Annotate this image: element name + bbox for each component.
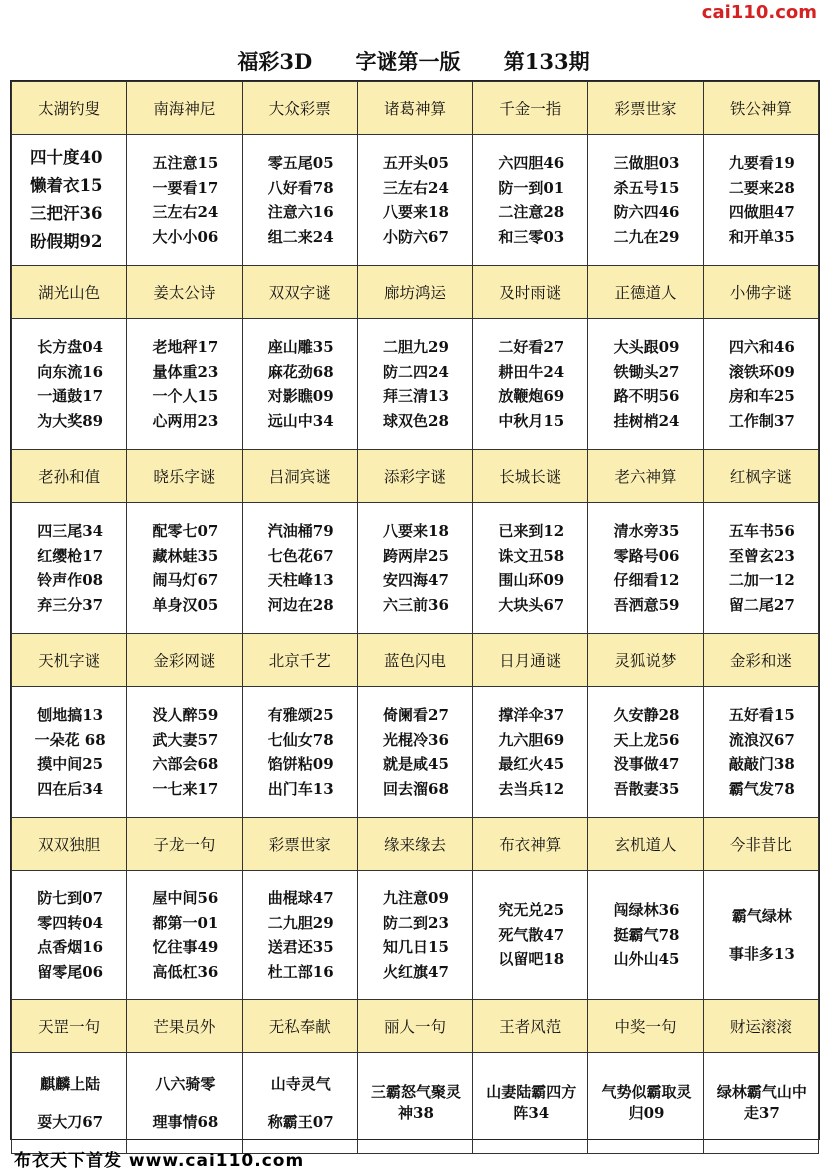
riddle-line: 麒麟上陆 <box>40 1074 101 1093</box>
riddle-line: 去当兵12 <box>498 779 565 798</box>
column-header: 添彩字谜 <box>357 450 472 503</box>
riddle-line: 称霸王07 <box>267 1113 334 1131</box>
riddle-line: 安四海47 <box>383 571 449 589</box>
column-header: 彩票世家 <box>242 818 357 871</box>
riddle-line: 二加一12 <box>728 571 795 589</box>
riddle-line: 七色花67 <box>267 546 334 565</box>
riddle-line: 有雅颂25 <box>267 706 334 724</box>
header-row <box>12 266 819 319</box>
riddle-line: 闯绿林36 <box>613 901 680 920</box>
riddle-line: 零五尾05 <box>267 154 334 172</box>
riddle-line: 清水旁35 <box>613 522 680 540</box>
riddle-line: 四六和46 <box>728 338 795 356</box>
column-header: 北京千艺 <box>242 634 357 687</box>
riddle-line: 懒着衣15 <box>30 176 103 195</box>
riddle-line: 心两用23 <box>152 411 219 430</box>
riddle-cell <box>703 687 818 818</box>
riddle-line: 五好看15 <box>728 706 795 724</box>
riddle-line: 山外山45 <box>613 950 680 969</box>
riddle-line: 火红旗47 <box>383 962 449 981</box>
riddle-line: 座山雕35 <box>267 338 334 356</box>
riddle-line: 河边在28 <box>267 595 334 614</box>
riddle-line: 忆往事49 <box>152 938 219 956</box>
riddle-line: 老地秤17 <box>152 338 219 356</box>
riddle-line: 事非多13 <box>728 945 795 963</box>
riddle-line: 送君还35 <box>267 938 334 956</box>
riddle-line: 七仙女78 <box>267 730 334 749</box>
riddle-line: 一个人15 <box>152 387 219 405</box>
riddle-grid <box>10 80 820 1140</box>
riddle-line: 四做胆47 <box>728 203 795 221</box>
column-header: 南海神尼 <box>127 82 242 135</box>
footer-source: 布衣天下首发 www.cai110.com <box>14 1151 305 1171</box>
column-header: 日月通谜 <box>473 634 588 687</box>
riddle-line: 山妻陆霸四方阵34 <box>486 1083 577 1122</box>
riddle-cell <box>127 503 242 634</box>
riddle-line: 耍大刀67 <box>37 1113 104 1131</box>
riddle-cell <box>703 871 818 1000</box>
riddle-line: 围山环09 <box>498 571 565 589</box>
riddle-line: 武大妻57 <box>152 730 219 749</box>
column-header: 天机字谜 <box>12 634 127 687</box>
riddle-line: 滚铁环09 <box>728 362 795 381</box>
riddle-line: 曲棍球47 <box>267 889 334 907</box>
riddle-line: 仔细看12 <box>613 571 680 589</box>
riddle-cell <box>588 871 703 1000</box>
riddle-line: 知几日15 <box>383 938 449 956</box>
column-header: 财运滚滚 <box>703 1000 818 1053</box>
riddle-line: 防一到01 <box>498 178 565 197</box>
riddle-line: 绿林霸气山中走37 <box>716 1083 807 1122</box>
riddle-line: 小防六67 <box>383 227 449 246</box>
riddle-line: 五车书56 <box>728 522 795 540</box>
riddle-row <box>12 503 819 634</box>
riddle-cell <box>703 503 818 634</box>
riddle-cell <box>357 1053 472 1154</box>
riddle-cell <box>357 871 472 1000</box>
riddle-line: 四十度40 <box>30 148 103 167</box>
riddle-line: 气势似霸取灵归09 <box>601 1083 692 1122</box>
riddle-line: 点香烟16 <box>37 938 104 956</box>
riddle-line: 留零尾06 <box>37 962 104 981</box>
riddle-cell <box>588 1053 703 1154</box>
riddle-line: 撑洋伞37 <box>498 706 565 724</box>
riddle-line: 究无兑25 <box>498 901 565 920</box>
riddle-line: 藏林蛙35 <box>152 546 219 565</box>
riddle-line: 霸气绿林 <box>731 906 792 925</box>
riddle-line: 四在后34 <box>37 779 104 798</box>
riddle-line: 大小小06 <box>152 227 219 246</box>
column-header: 灵狐说梦 <box>588 634 703 687</box>
riddle-line: 三把汗36 <box>30 204 103 223</box>
riddle-cell <box>12 871 127 1000</box>
riddle-line: 挂树梢24 <box>613 411 680 430</box>
riddle-line: 八要来18 <box>383 522 449 540</box>
riddle-cell <box>588 687 703 818</box>
column-header: 及时雨谜 <box>473 266 588 319</box>
riddle-line: 汽油桶79 <box>267 522 334 540</box>
riddle-line: 一要看17 <box>152 178 219 197</box>
riddle-line: 八好看78 <box>267 178 334 197</box>
column-header: 今非昔比 <box>703 818 818 871</box>
column-header: 正德道人 <box>588 266 703 319</box>
riddle-line: 留二尾27 <box>728 595 795 614</box>
riddle-line: 防六四46 <box>613 203 680 221</box>
column-header: 金彩网谜 <box>127 634 242 687</box>
riddle-line: 死气散47 <box>498 925 565 944</box>
column-header: 双双独胆 <box>12 818 127 871</box>
header-row <box>12 450 819 503</box>
riddle-line: 和开单35 <box>728 227 795 246</box>
riddle-cell <box>357 687 472 818</box>
riddle-cell <box>127 319 242 450</box>
column-header: 红枫字谜 <box>703 450 818 503</box>
riddle-line: 弃三分37 <box>37 595 104 614</box>
riddle-cell <box>127 1053 242 1154</box>
riddle-row <box>12 319 819 450</box>
riddle-line: 九要看19 <box>728 154 795 172</box>
riddle-line: 敲敲门38 <box>728 755 795 773</box>
riddle-line: 九注意09 <box>383 889 449 907</box>
column-header: 丽人一句 <box>357 1000 472 1053</box>
riddle-cell <box>242 319 357 450</box>
column-header: 老孙和值 <box>12 450 127 503</box>
riddle-line: 防二到23 <box>383 913 449 932</box>
site-watermark: cai110.com <box>701 2 817 23</box>
riddle-line: 吾洒意59 <box>613 595 680 614</box>
riddle-line: 刨地搞13 <box>37 706 104 724</box>
riddle-line: 出门车13 <box>267 779 334 798</box>
riddle-line: 长方盘04 <box>37 338 104 356</box>
column-header: 铁公神算 <box>703 82 818 135</box>
column-header: 大众彩票 <box>242 82 357 135</box>
riddle-cell <box>242 687 357 818</box>
riddle-line: 八六骑零 <box>155 1074 216 1093</box>
riddle-row <box>12 1053 819 1154</box>
riddle-line: 麻花劲68 <box>267 362 334 381</box>
column-header: 吕洞宾谜 <box>242 450 357 503</box>
riddle-line: 都第一01 <box>152 913 219 932</box>
column-header: 玄机道人 <box>588 818 703 871</box>
riddle-line: 霸气发78 <box>728 779 795 798</box>
riddle-line: 远山中34 <box>267 411 334 430</box>
riddle-cell <box>127 687 242 818</box>
column-header: 彩票世家 <box>588 82 703 135</box>
column-header: 老六神算 <box>588 450 703 503</box>
riddle-line: 对影瞧09 <box>267 387 334 405</box>
column-header: 子龙一句 <box>127 818 242 871</box>
riddle-row <box>12 871 819 1000</box>
riddle-cell <box>473 687 588 818</box>
riddle-line: 零四转04 <box>37 913 104 932</box>
riddle-line: 二九胆29 <box>267 913 334 932</box>
riddle-cell <box>357 503 472 634</box>
riddle-line: 二好看27 <box>498 338 565 356</box>
column-header: 长城长谜 <box>473 450 588 503</box>
title-period: 第133期 <box>503 49 590 74</box>
riddle-line: 一通鼓17 <box>37 387 104 405</box>
riddle-cell <box>473 871 588 1000</box>
riddle-cell <box>12 319 127 450</box>
riddle-line: 杜工部16 <box>267 962 334 981</box>
riddle-line: 五开头05 <box>383 154 449 172</box>
riddle-line: 二注意28 <box>498 203 565 221</box>
header-row <box>12 82 819 135</box>
riddle-line: 三霸怒气聚灵神38 <box>370 1083 461 1122</box>
title-product: 福彩3D <box>237 49 313 74</box>
column-header: 千金一指 <box>473 82 588 135</box>
riddle-line: 倚阑看27 <box>383 706 449 724</box>
riddle-line: 放鞭炮69 <box>498 387 565 405</box>
riddle-line: 二九在29 <box>613 227 680 246</box>
riddle-cell <box>357 319 472 450</box>
riddle-line: 一朵花 68 <box>34 730 106 749</box>
riddle-line: 三左右24 <box>152 203 219 221</box>
column-header: 廊坊鸿运 <box>357 266 472 319</box>
riddle-line: 跨两岸25 <box>383 546 449 565</box>
riddle-line: 房和车25 <box>728 387 795 405</box>
column-header: 王者风范 <box>473 1000 588 1053</box>
riddle-cell <box>12 503 127 634</box>
column-header: 蓝色闪电 <box>357 634 472 687</box>
riddle-line: 铃声作08 <box>37 571 104 589</box>
column-header: 小佛字谜 <box>703 266 818 319</box>
riddle-line: 天柱峰13 <box>267 571 334 589</box>
page-title <box>0 46 827 78</box>
riddle-line: 大头跟09 <box>613 338 680 356</box>
riddle-line: 理事情68 <box>152 1113 219 1131</box>
riddle-line: 单身汉05 <box>152 595 219 614</box>
riddle-row <box>12 687 819 818</box>
riddle-line: 回去溜68 <box>383 779 449 798</box>
riddle-line: 山寺灵气 <box>270 1074 331 1093</box>
riddle-cell <box>242 135 357 266</box>
riddle-line: 屋中间56 <box>152 889 219 907</box>
column-header: 芒果员外 <box>127 1000 242 1053</box>
riddle-cell <box>588 319 703 450</box>
riddle-line: 路不明56 <box>613 387 680 405</box>
riddle-line: 六部会68 <box>152 755 219 773</box>
column-header: 缘来缘去 <box>357 818 472 871</box>
riddle-line: 和三零03 <box>498 227 565 246</box>
riddle-line: 六三前36 <box>383 595 449 614</box>
riddle-line: 五注意15 <box>152 154 219 172</box>
riddle-line: 为大奖89 <box>37 411 104 430</box>
riddle-cell <box>588 135 703 266</box>
riddle-line: 防二四24 <box>383 362 449 381</box>
riddle-line: 最红火45 <box>498 755 565 773</box>
riddle-cell <box>12 135 127 266</box>
riddle-line: 挺霸气78 <box>613 925 680 944</box>
riddle-line: 大块头67 <box>498 595 565 614</box>
riddle-cell <box>12 687 127 818</box>
header-row <box>12 1000 819 1053</box>
riddle-cell <box>242 503 357 634</box>
riddle-line: 高低杠36 <box>152 962 219 981</box>
riddle-line: 组二来24 <box>267 227 334 246</box>
riddle-cell <box>703 1053 818 1154</box>
riddle-line: 配零七07 <box>152 522 219 540</box>
riddle-line: 三做胆03 <box>613 154 680 172</box>
riddle-line: 天上龙56 <box>613 730 680 749</box>
riddle-line: 没事做47 <box>613 755 680 773</box>
riddle-cell <box>12 1053 127 1154</box>
column-header: 中奖一句 <box>588 1000 703 1053</box>
title-name: 字谜第一版 <box>355 49 461 74</box>
riddle-cell <box>473 135 588 266</box>
header-row <box>12 634 819 687</box>
riddle-cell <box>127 135 242 266</box>
riddle-line: 中秋月15 <box>498 411 565 430</box>
riddle-line: 工作制37 <box>728 411 795 430</box>
riddle-cell <box>588 503 703 634</box>
column-header: 布衣神算 <box>473 818 588 871</box>
riddle-line: 盼假期92 <box>30 232 103 251</box>
riddle-line: 球双色28 <box>383 411 449 430</box>
riddle-cell <box>473 503 588 634</box>
column-header: 无私奉献 <box>242 1000 357 1053</box>
riddle-row <box>12 135 819 266</box>
riddle-table <box>11 81 819 1154</box>
riddle-cell <box>242 871 357 1000</box>
riddle-line: 久安静28 <box>613 706 680 724</box>
riddle-line: 九六胆69 <box>498 730 565 749</box>
riddle-line: 就是咸45 <box>383 755 449 773</box>
riddle-line: 零路号06 <box>613 546 680 565</box>
riddle-cell <box>473 319 588 450</box>
riddle-line: 四三尾34 <box>37 522 104 540</box>
column-header: 双双字谜 <box>242 266 357 319</box>
column-header: 太湖钓叟 <box>12 82 127 135</box>
riddle-line: 光棍冷36 <box>383 730 449 749</box>
riddle-line: 三左右24 <box>383 178 449 197</box>
riddle-line: 向东流16 <box>37 362 104 381</box>
riddle-line: 二胆九29 <box>383 338 449 356</box>
riddle-line: 二要来28 <box>728 178 795 197</box>
riddle-line: 六四胆46 <box>498 154 565 172</box>
riddle-line: 已来到12 <box>498 522 565 540</box>
riddle-line: 没人醉59 <box>152 706 219 724</box>
column-header: 湖光山色 <box>12 266 127 319</box>
riddle-line: 闹马灯67 <box>152 571 219 589</box>
riddle-line: 八要来18 <box>383 203 449 221</box>
riddle-line: 红缨枪17 <box>37 546 104 565</box>
riddle-line: 防七到07 <box>37 889 104 907</box>
header-row <box>12 818 819 871</box>
riddle-line: 铁锄头27 <box>613 362 680 381</box>
riddle-line: 馅饼粘09 <box>267 755 334 773</box>
riddle-cell <box>242 1053 357 1154</box>
riddle-line: 以留吧18 <box>498 950 565 969</box>
riddle-line: 杀五号15 <box>613 178 680 197</box>
riddle-cell <box>473 1053 588 1154</box>
riddle-line: 注意六16 <box>267 203 334 221</box>
riddle-line: 摸中间25 <box>37 755 104 773</box>
riddle-line: 量体重23 <box>152 362 219 381</box>
riddle-line: 吾散妻35 <box>613 779 680 798</box>
riddle-line: 诛文丑58 <box>498 546 565 565</box>
riddle-line: 流浪汉67 <box>728 730 795 749</box>
column-header: 姜太公诗 <box>127 266 242 319</box>
column-header: 天罡一句 <box>12 1000 127 1053</box>
column-header: 晓乐字谜 <box>127 450 242 503</box>
column-header: 金彩和迷 <box>703 634 818 687</box>
riddle-line: 一七来17 <box>152 779 219 798</box>
riddle-cell <box>357 135 472 266</box>
riddle-cell <box>703 135 818 266</box>
riddle-line: 拜三清13 <box>383 387 449 405</box>
riddle-cell <box>703 319 818 450</box>
riddle-line: 至曾玄23 <box>728 546 795 565</box>
column-header: 诸葛神算 <box>357 82 472 135</box>
riddle-line: 耕田牛24 <box>498 362 565 381</box>
riddle-cell <box>127 871 242 1000</box>
